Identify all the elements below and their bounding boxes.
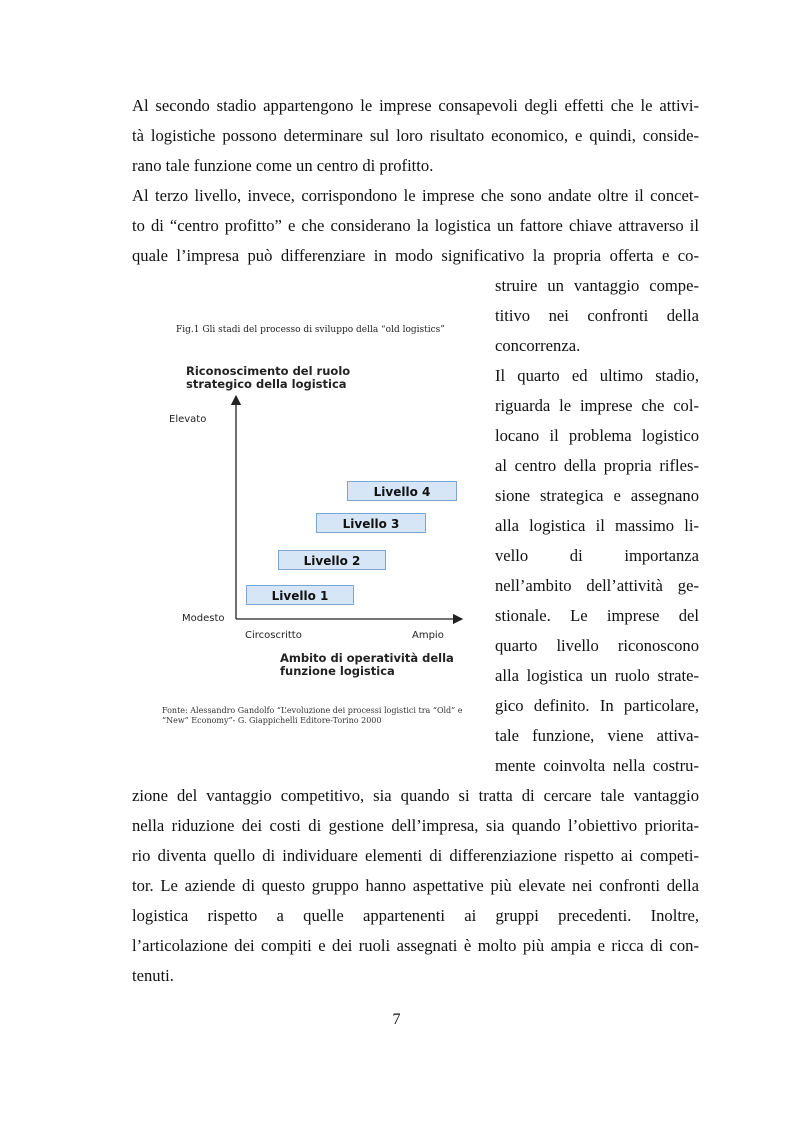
text-line: tor. Le aziende di questo gruppo hanno aspettative più elevate nei confronti della [132, 876, 699, 895]
text-line: struire un vantaggio compe- [495, 276, 699, 295]
page-number: 7 [392, 1011, 401, 1028]
y-low-label: Modesto [182, 613, 225, 624]
text-line: Il quarto ed ultimo stadio, [495, 366, 699, 385]
x-high-label: Ampio [412, 630, 444, 641]
text-line: rio diventa quello di individuare elementi di differenziazione rispetto ai competi- [132, 846, 699, 865]
text-line: zione del vantaggio competitivo, sia quando si tratta di cercare tale vantaggio [132, 786, 699, 805]
text-line: tà logistiche possono determinare sul loro risultato economico, e quindi, conside- [132, 126, 699, 145]
text-line: riguarda le imprese che col- [495, 396, 699, 415]
text-line: rano tale funzione come un centro di profitto. [132, 156, 434, 175]
x-axis-label-line1: Ambito di operatività della [280, 651, 454, 665]
text-line: vello di importanza [495, 546, 699, 565]
figure-stages-chart [160, 322, 478, 742]
level-4-bar: Livello 4 [347, 481, 457, 501]
text-line: sione strategica e assegnano [495, 486, 699, 505]
level-3-bar: Livello 3 [316, 513, 426, 533]
text-line: alla logistica un ruolo strate- [495, 666, 699, 685]
text-line: tale funzione, viene attiva- [495, 726, 699, 745]
level-1-bar: Livello 1 [246, 585, 354, 605]
text-line: quarto livello riconoscono [495, 636, 699, 655]
text-line: locano il problema logistico [495, 426, 699, 445]
text-line: to di “centro profitto” e che considerano la logistica un fattore chiave attraverso il [132, 216, 699, 235]
text-line: concorrenza. [495, 336, 581, 355]
figure-caption: Fig.1 Gli stadi del processo di sviluppo della “old logistics” [176, 325, 445, 335]
text-line: l’articolazione dei compiti e dei ruoli assegnati è molto più ampia e ricca di con- [132, 936, 699, 955]
figure-source-line2: “New” Economy”- G. Giappichelli Editore-Torino 2000 [162, 716, 382, 725]
text-line: Al terzo livello, invece, corrispondono le imprese che sono andate oltre il concet- [132, 186, 699, 205]
text-line: titivo nei confronti della [495, 306, 699, 325]
text-line: stionale. Le imprese del [495, 606, 699, 625]
text-line: nella riduzione dei costi di gestione dell’impresa, sia quando l’obiettivo priorita- [132, 816, 699, 835]
text-line: quale l’impresa può differenziare in modo significativo la propria offerta e co- [132, 246, 699, 265]
level-2-bar: Livello 2 [278, 550, 386, 570]
text-line: al centro della propria rifles- [495, 456, 699, 475]
x-axis-label-line2: funzione logistica [280, 664, 395, 678]
figure-source-line1: Fonte: Alessandro Gandolfo “L’evoluzione dei processi logistici tra “Old” e [162, 706, 463, 715]
text-line: gico definito. In particolare, [495, 696, 699, 715]
y-high-label: Elevato [169, 414, 207, 425]
text-line: mente coinvolta nella costru- [495, 756, 699, 775]
text-line: alla logistica il massimo li- [495, 516, 699, 535]
y-axis-label-line2: strategico della logistica [186, 377, 347, 391]
text-line: Al secondo stadio appartengono le imprese consapevoli degli effetti che le attivi- [132, 96, 699, 115]
text-line: logistica rispetto a quelle appartenenti ai gruppi precedenti. Inoltre, [132, 906, 699, 925]
text-line: tenuti. [132, 966, 174, 985]
x-low-label: Circoscritto [245, 630, 302, 641]
text-line: nell’ambito dell’attività ge- [495, 576, 699, 595]
y-axis-label-line1: Riconoscimento del ruolo [186, 364, 351, 378]
